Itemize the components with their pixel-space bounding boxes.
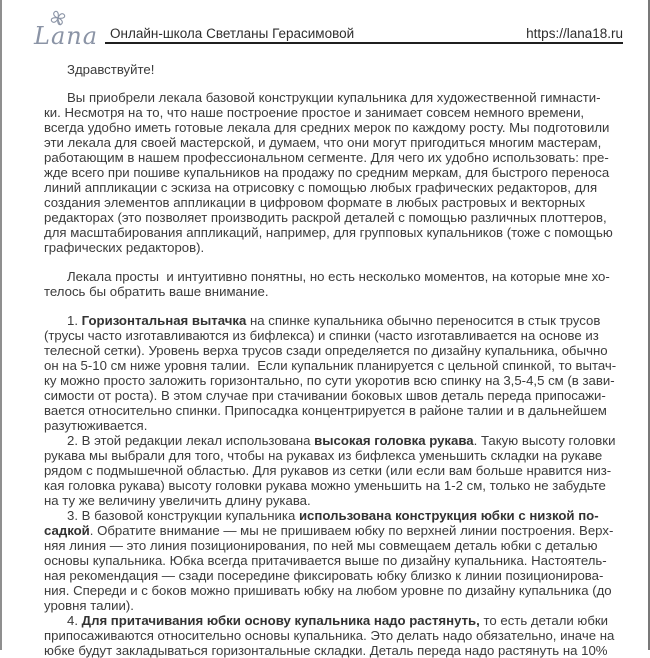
paragraph — [44, 433, 623, 508]
text-line: телесной сетки). Уровень верха трусов сзади определяется по дизайну купальника, обычно — [44, 343, 608, 358]
text-line: основы купальника. Юбка всегда притачивается выше по дизайну купальника. Настоятель- — [44, 553, 607, 568]
text-line: рукава мы выбрали для того, чтобы на рукавах из бифлекса уменьшить складки на рукаве — [44, 448, 603, 463]
paragraph — [44, 313, 623, 433]
text-line: 3. В базовой конструкции купальника использована конструкция юбки с низкой по- — [67, 508, 599, 523]
text-line: Вы приобрели лекала базовой конструкции купальника для художественной гимнасти- — [67, 90, 601, 105]
text-line: редакторах (это позволяет производить раскрой деталей с помощью различных плоттеров, — [44, 210, 607, 225]
document-body — [44, 62, 623, 658]
text-line: Лекала просты и интуитивно понятны, но есть несколько моментов, на которые мне хо- — [67, 269, 610, 284]
text-line: ку можно просто заложить горизонтально, по сути укоротив всю спинку на 3,5-4,5 см (в зави- — [44, 373, 615, 388]
text-line: эти лекала для своей мастерской, и думаем, что они могут пригодиться многим мастерам, — [44, 135, 602, 150]
paragraph — [44, 613, 623, 658]
text-line: он на 5-10 см ниже уровня талии. Если купальник планируется с цельной спинкой, то вытач- — [44, 358, 617, 373]
text-line: на ту же величину увеличить длину рукава. — [44, 493, 311, 508]
text-line: 2. В этой редакции лекал использована высокая головка рукава. Такую высоту головки — [67, 433, 616, 448]
text-line: линий аппликации с эскиза на отрисовку с помощью любых графических редакторов, для — [44, 180, 598, 195]
text-line: для масштабирования аппликаций, например, для групповых купальников (тоже с помощью — [44, 225, 613, 240]
site-url: https://lana18.ru — [526, 26, 623, 41]
text-line: уровня талии). — [44, 598, 134, 613]
text-line: 1. Горизонтальная вытачка на спинке купальника обычно переносится в стык трусов — [67, 313, 601, 328]
text-line: припосаживаются относительно основы купальника. Это делать надо обязательно, иначе на — [44, 628, 615, 643]
text-line: (трусы часто изготавливаются из бифлекса) и спинки (часто изготавливается на основе из — [44, 328, 599, 343]
text-line: вается относительно спинки. Припосадка концентрируется в районе талии и в дальнейшем — [44, 403, 607, 418]
text-line: жде всего при пошиве купальников на продажу по средним меркам, для быстрого переноса — [44, 165, 610, 180]
text-line: разутюживается. — [44, 418, 148, 433]
text-line: няя линия — это линия позиционирования, по ней мы совмещаем деталь юбки с деталью — [44, 538, 598, 553]
text-line: ния. Спереди и с боков можно пришивать юбку на любом уровне по дизайну купальника (до — [44, 583, 612, 598]
paragraph — [44, 269, 623, 299]
paragraph — [44, 508, 623, 613]
text-line: рядом с подмышечной областью. Для рукавов из сетки (или если вам больше нравится низ- — [44, 463, 612, 478]
text-line: всегда удобно иметь готовые лекала для средних мерок по каждому росту. Мы подготовили — [44, 120, 610, 135]
text-line: работающим в нашем профессиональном сегменте. Для чего их удобно использовать: пре- — [44, 150, 609, 165]
text-line: создания элементов аппликации в цифровом формате в любых растровых и векторных — [44, 195, 586, 210]
text-line: ки. Несмотря на то, что наше построение простое и занимает совсем немного времени, — [44, 105, 585, 120]
text-line: садкой. Обратите внимание — мы не пришиваем юбку по верхней линии построения. Верх- — [44, 523, 614, 538]
school-name: Онлайн-школа Светланы Герасимовой — [110, 26, 355, 41]
text-line: кая головка рукава) высоту головки рукава можно уменьшить на 1-2 см, только не забудьте — [44, 478, 606, 493]
text-line: графических редакторов). — [44, 240, 205, 255]
text-line: симости от роста). В этом случае при стачивании боковых швов деталь переда припосажи- — [44, 388, 606, 403]
paragraph — [44, 90, 623, 255]
text-line: телось бы обратить ваше внимание. — [44, 284, 269, 299]
text-line: ная рекомендация — сзади посередине фиксировать юбку близко к линии позиционирова- — [44, 568, 604, 583]
header-divider — [105, 42, 623, 44]
logo-text: Lana — [34, 22, 99, 50]
logo — [32, 6, 112, 54]
greeting-text: Здравствуйте! — [67, 62, 155, 77]
text-line: юбке будут закладываться горизонтальные складки. Деталь переда надо растянуть на 10% — [44, 643, 608, 658]
text-line: 4. Для притачивания юбки основу купальника надо растянуть, то есть детали юбки — [67, 613, 609, 628]
